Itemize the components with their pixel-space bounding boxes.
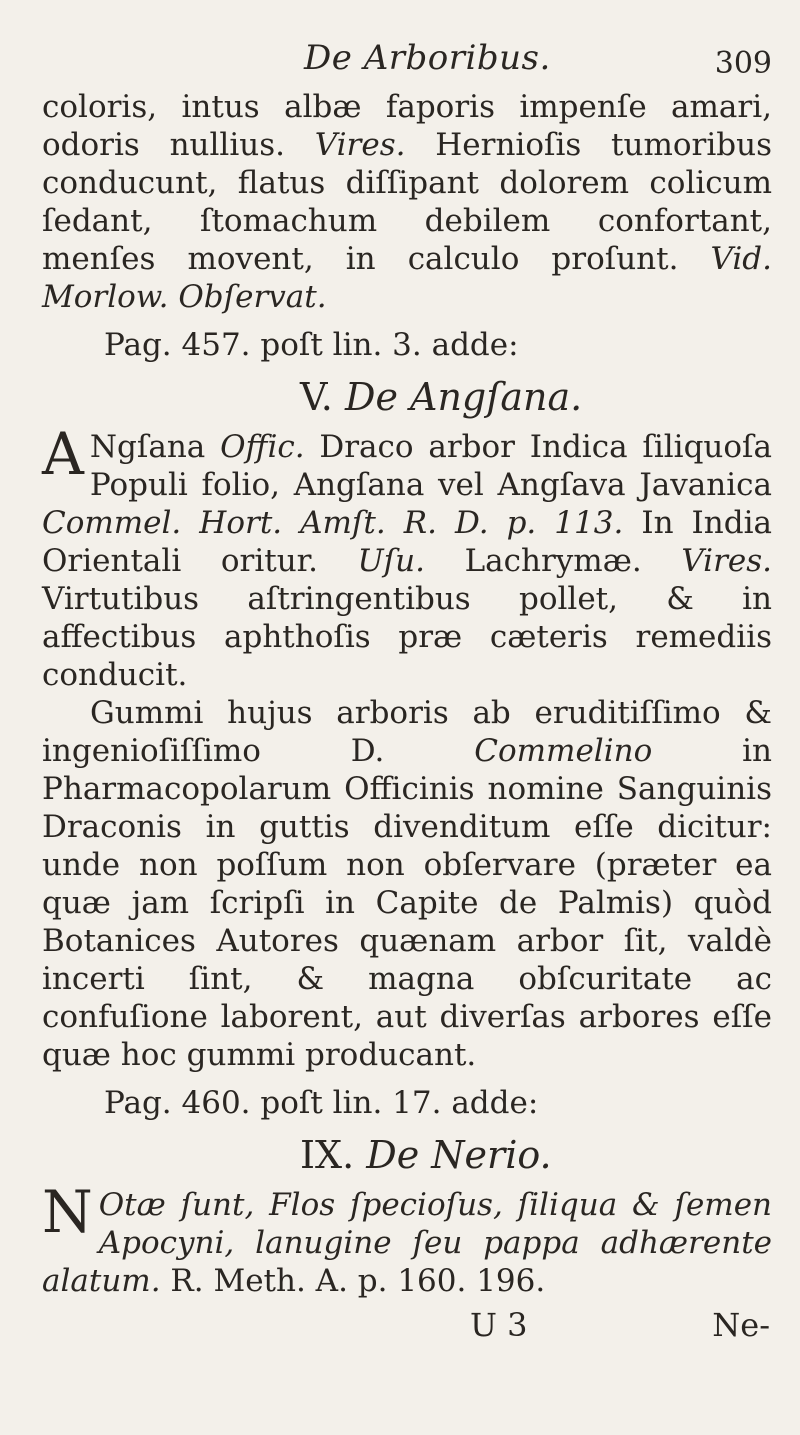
catchword: Ne-: [712, 1306, 770, 1344]
entry9-text-a: Otæ ſunt, Flos ſpecioſus, ſiliqua & ſemen Apocyni, lanugine ſeu pappa adhærente alatum.: [42, 1187, 772, 1299]
paragraph-continuation: [42, 88, 772, 316]
section-numeral: IX.: [300, 1133, 355, 1177]
signature-mark: U 3: [470, 1306, 528, 1344]
page-footer: [42, 1306, 772, 1346]
vires-label: Vires.: [681, 543, 772, 579]
section-heading-angsana: [42, 374, 772, 420]
entry5-text-a: Ngſana: [89, 429, 221, 465]
entry5-text-d: Lachrymæ.: [424, 543, 682, 579]
addendum-note-457: Pag. 457. poſt lin. 3. adde:: [104, 327, 519, 363]
entry5-text-c: In India Orientali oritur.: [42, 505, 773, 579]
page-header: [42, 30, 772, 88]
entry5-text-b: Draco arbor Indica ſiliquoſa Populi folio, Angſana vel Angſava Javanica: [89, 429, 772, 503]
entry-angsana: [42, 420, 773, 694]
entry5-text-e: Virtutibus aſtringentibus pollet, & in affectibus aphthoſis præ cæteris remediis conducit.: [42, 581, 772, 693]
section-title: De Nerio.: [366, 1133, 552, 1177]
paragraph-gummi: [42, 694, 772, 1074]
section-numeral: V.: [300, 375, 333, 419]
name-commelino: Commelino: [474, 733, 653, 769]
usu-label: Uſu.: [357, 543, 425, 579]
entry-nerio: [42, 1178, 772, 1300]
gummi-text-b: in Pharmacopolarum Officinis nomine Sanguinis Draconis in guttis divenditum eſſe dicitur: unde non poſſum non obſervare (præter ea quæ jam ſcripſi in Capite de Palmis) quòd Botanices Autores quænam arbor ſit, valdè incerti ſint, & magna obſcuritate ac confuſione laborent, aut diverſas arbores eſſe quæ hoc gummi producant.: [42, 733, 772, 1073]
section-heading-nerio: [42, 1132, 772, 1178]
running-title: De Arboribus.: [304, 38, 551, 78]
section-title: De Angſana.: [344, 375, 583, 419]
addendum-note-460: Pag. 460. poſt lin. 17. adde:: [104, 1085, 539, 1121]
vires-label: Vires.: [314, 127, 406, 163]
reference-morlow: Vid. Morlow. Obſervat.: [42, 241, 772, 315]
reference-commel: Commel. Hort. Amſt. R. D. p. 113.: [42, 505, 624, 541]
para1-text-b: Hernioſis tumoribus conducunt, flatus diſſipant dolorem colicum ſedant, ſtomachum debilem confortant, menſes movent, in calculo proſunt.: [42, 127, 772, 277]
offic-label: Offic.: [220, 429, 305, 465]
drop-cap: N: [42, 1178, 93, 1246]
para1-text-a: coloris, intus albæ faporis impenſe amari, odoris nullius.: [42, 89, 772, 163]
page-number: 309: [714, 46, 772, 81]
gummi-text-a: Gummi hujus arboris ab eruditiſſimo & ingenioſiſſimo D.: [42, 695, 772, 769]
drop-cap: A: [42, 420, 84, 488]
entry9-text-b: R. Meth. A. p. 160. 196.: [160, 1263, 546, 1299]
